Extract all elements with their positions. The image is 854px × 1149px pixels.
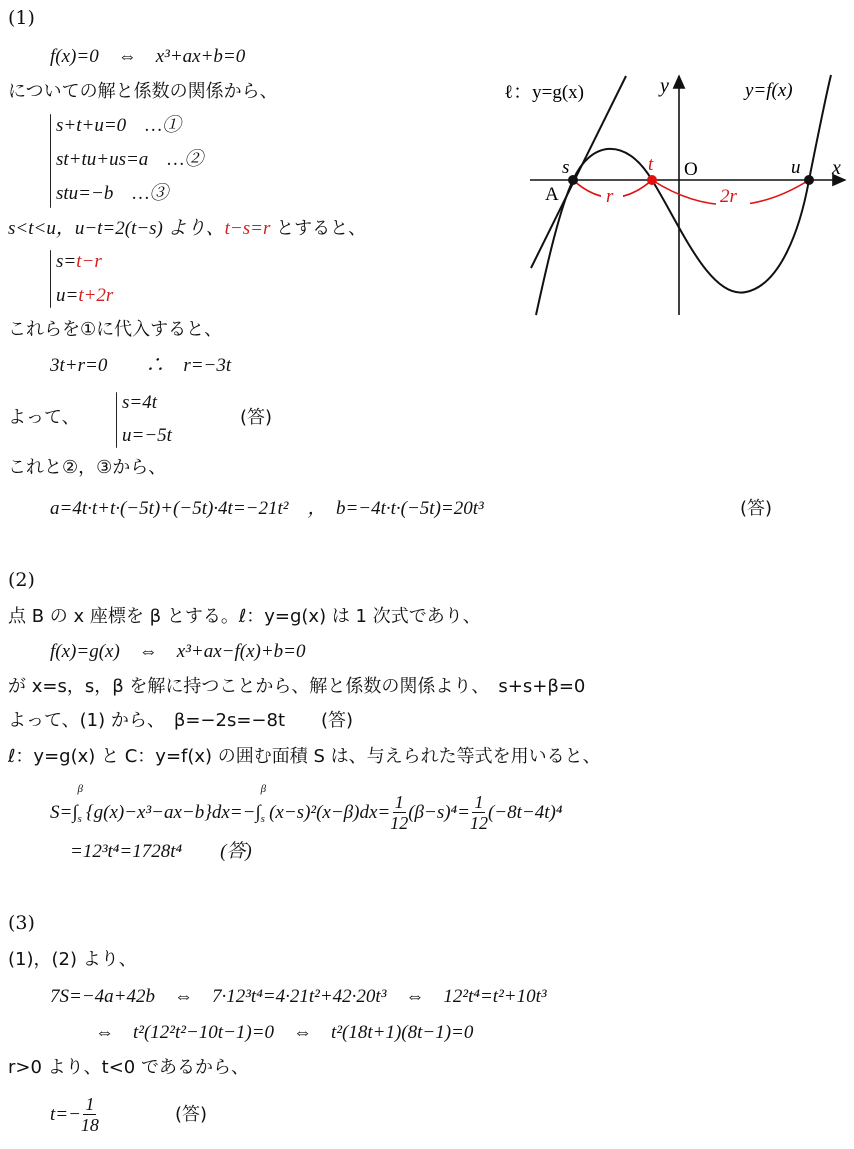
part3-line1: (1)，(2) より、 — [8, 949, 137, 970]
origin-label: O — [684, 159, 698, 180]
part2-line3: よって、(1) から、 β=−2s=−8t (答) — [8, 710, 354, 731]
answer-den: 18 — [80, 1115, 99, 1135]
sub-s-lhs: s= — [56, 251, 77, 272]
upper-limit: β — [77, 782, 84, 795]
order-tail: とすると、 — [270, 218, 367, 239]
lower-limit: s — [77, 812, 82, 825]
part1-label: (1) — [8, 7, 35, 29]
lower-limit: s — [260, 812, 265, 825]
answer-lhs: t=− — [50, 1103, 81, 1125]
line-label: ℓ：y=g(x) — [504, 82, 584, 103]
answer-num: 1 — [85, 1094, 95, 1114]
sub-u-rhs: t+2r — [78, 285, 114, 306]
order-red: t−s=r — [224, 218, 271, 239]
part3-line2: r>0 より、t<0 であるから、 — [8, 1057, 249, 1078]
part2-line4: ℓ：y=g(x) と C：y=f(x) の囲む面積 S は、与えられた等式を用いると、 — [8, 746, 601, 767]
integral-body-2: (x−s)²(x−β)dx= — [269, 801, 391, 823]
point-s-label: s — [562, 157, 570, 178]
cubic-graph — [0, 0, 854, 330]
part3-eq1: 7S=−4a+42b ⇔ 7·12³t⁴=4·21t²+42·20t³ ⇔ 12²t⁴=t²+10t³ — [50, 986, 547, 1007]
sub-u-lhs: u= — [56, 285, 79, 306]
integral-body-1: {g(x)−x³−ax−b}dx=−∫ — [86, 801, 261, 823]
part2-label: (2) — [8, 569, 35, 591]
part2-area-result: =12³t⁴=1728t⁴ (答) — [70, 841, 252, 862]
equation-r: 3t+r=0 ∴ r=−3t — [50, 355, 232, 376]
answer-brace — [116, 392, 117, 448]
integral-start: S=∫ — [50, 801, 78, 823]
frac-den: 12 — [469, 813, 488, 833]
frac-den: 12 — [390, 813, 409, 833]
frac-num: 1 — [394, 792, 404, 812]
answer-mark: (答) — [240, 407, 273, 428]
part2-line1: 点 B の x 座標を β とする。ℓ：y=g(x) は 1 次式であり、 — [8, 606, 481, 627]
text-therefore: よって、 — [8, 407, 80, 428]
x-axis-label: x — [832, 157, 841, 179]
answer-mark-ab: (答) — [740, 498, 773, 519]
sub-s-rhs: t−r — [76, 251, 102, 272]
final-answer — [50, 1094, 99, 1135]
text-vieta: についての解と係数の関係から、 — [8, 81, 278, 102]
upper-limit: β — [260, 782, 267, 795]
part2-eq1: f(x)=g(x) ⇔ x³+ax−f(x)+b=0 — [50, 641, 306, 662]
point-A-label: A — [545, 184, 559, 205]
part3-label: (3) — [8, 912, 35, 934]
fraction-1-18 — [81, 1094, 99, 1135]
text-substitute: これらを①に代入すると、 — [8, 319, 223, 340]
integral-limits-2 — [261, 783, 266, 825]
system-eq-2: st+tu+us=a …② — [56, 149, 204, 170]
point-u-label: u — [791, 157, 801, 178]
answer-u: u=−5t — [122, 425, 172, 446]
frac-num: 1 — [474, 792, 484, 812]
integral-equation — [50, 782, 563, 833]
text-from-23: これと②，③から、 — [8, 457, 167, 478]
integral-limits-1 — [78, 783, 83, 825]
point-u-dot — [804, 175, 814, 185]
cubic-curve — [536, 75, 831, 315]
fraction-1-12 — [390, 792, 408, 833]
answer-s: s=4t — [122, 392, 157, 413]
point-t-label: t — [648, 154, 654, 175]
part2-line2: が x=s，s，β を解に持つことから、解と係数の関係より、 s+s+β=0 — [8, 676, 586, 697]
point-s-dot — [568, 175, 578, 185]
integral-body-3: (β−s)⁴= — [408, 801, 470, 823]
system-eq-1: s+t+u=0 …① — [56, 115, 182, 136]
order-text: s<t<u，u−t=2(t−s) より、 — [8, 218, 225, 239]
part3-eq2: ⇔ t²(12²t²−10t−1)=0 ⇔ t²(18t+1)(8t−1)=0 — [95, 1022, 474, 1043]
arc-2r-label: 2r — [720, 186, 737, 207]
point-t-dot — [647, 175, 657, 185]
tangent-line — [531, 76, 626, 268]
y-axis-label: y — [660, 75, 669, 97]
system-eq-3: stu=−b …③ — [56, 183, 169, 204]
arc-r-label: r — [606, 186, 614, 207]
fraction-1-12-b — [470, 792, 488, 833]
curve-label: y=f(x) — [745, 80, 793, 101]
integral-body-4: (−8t−4t)⁴ — [487, 801, 563, 823]
equation-fx: f(x)=0 ⇔ x³+ax+b=0 — [50, 46, 246, 67]
equation-ab: a=4t·t+t·(−5t)+(−5t)·4t=−21t² ， b=−4t·t·(−5t)=20t³ — [50, 498, 484, 519]
answer-mark-3: (答) — [175, 1104, 208, 1125]
